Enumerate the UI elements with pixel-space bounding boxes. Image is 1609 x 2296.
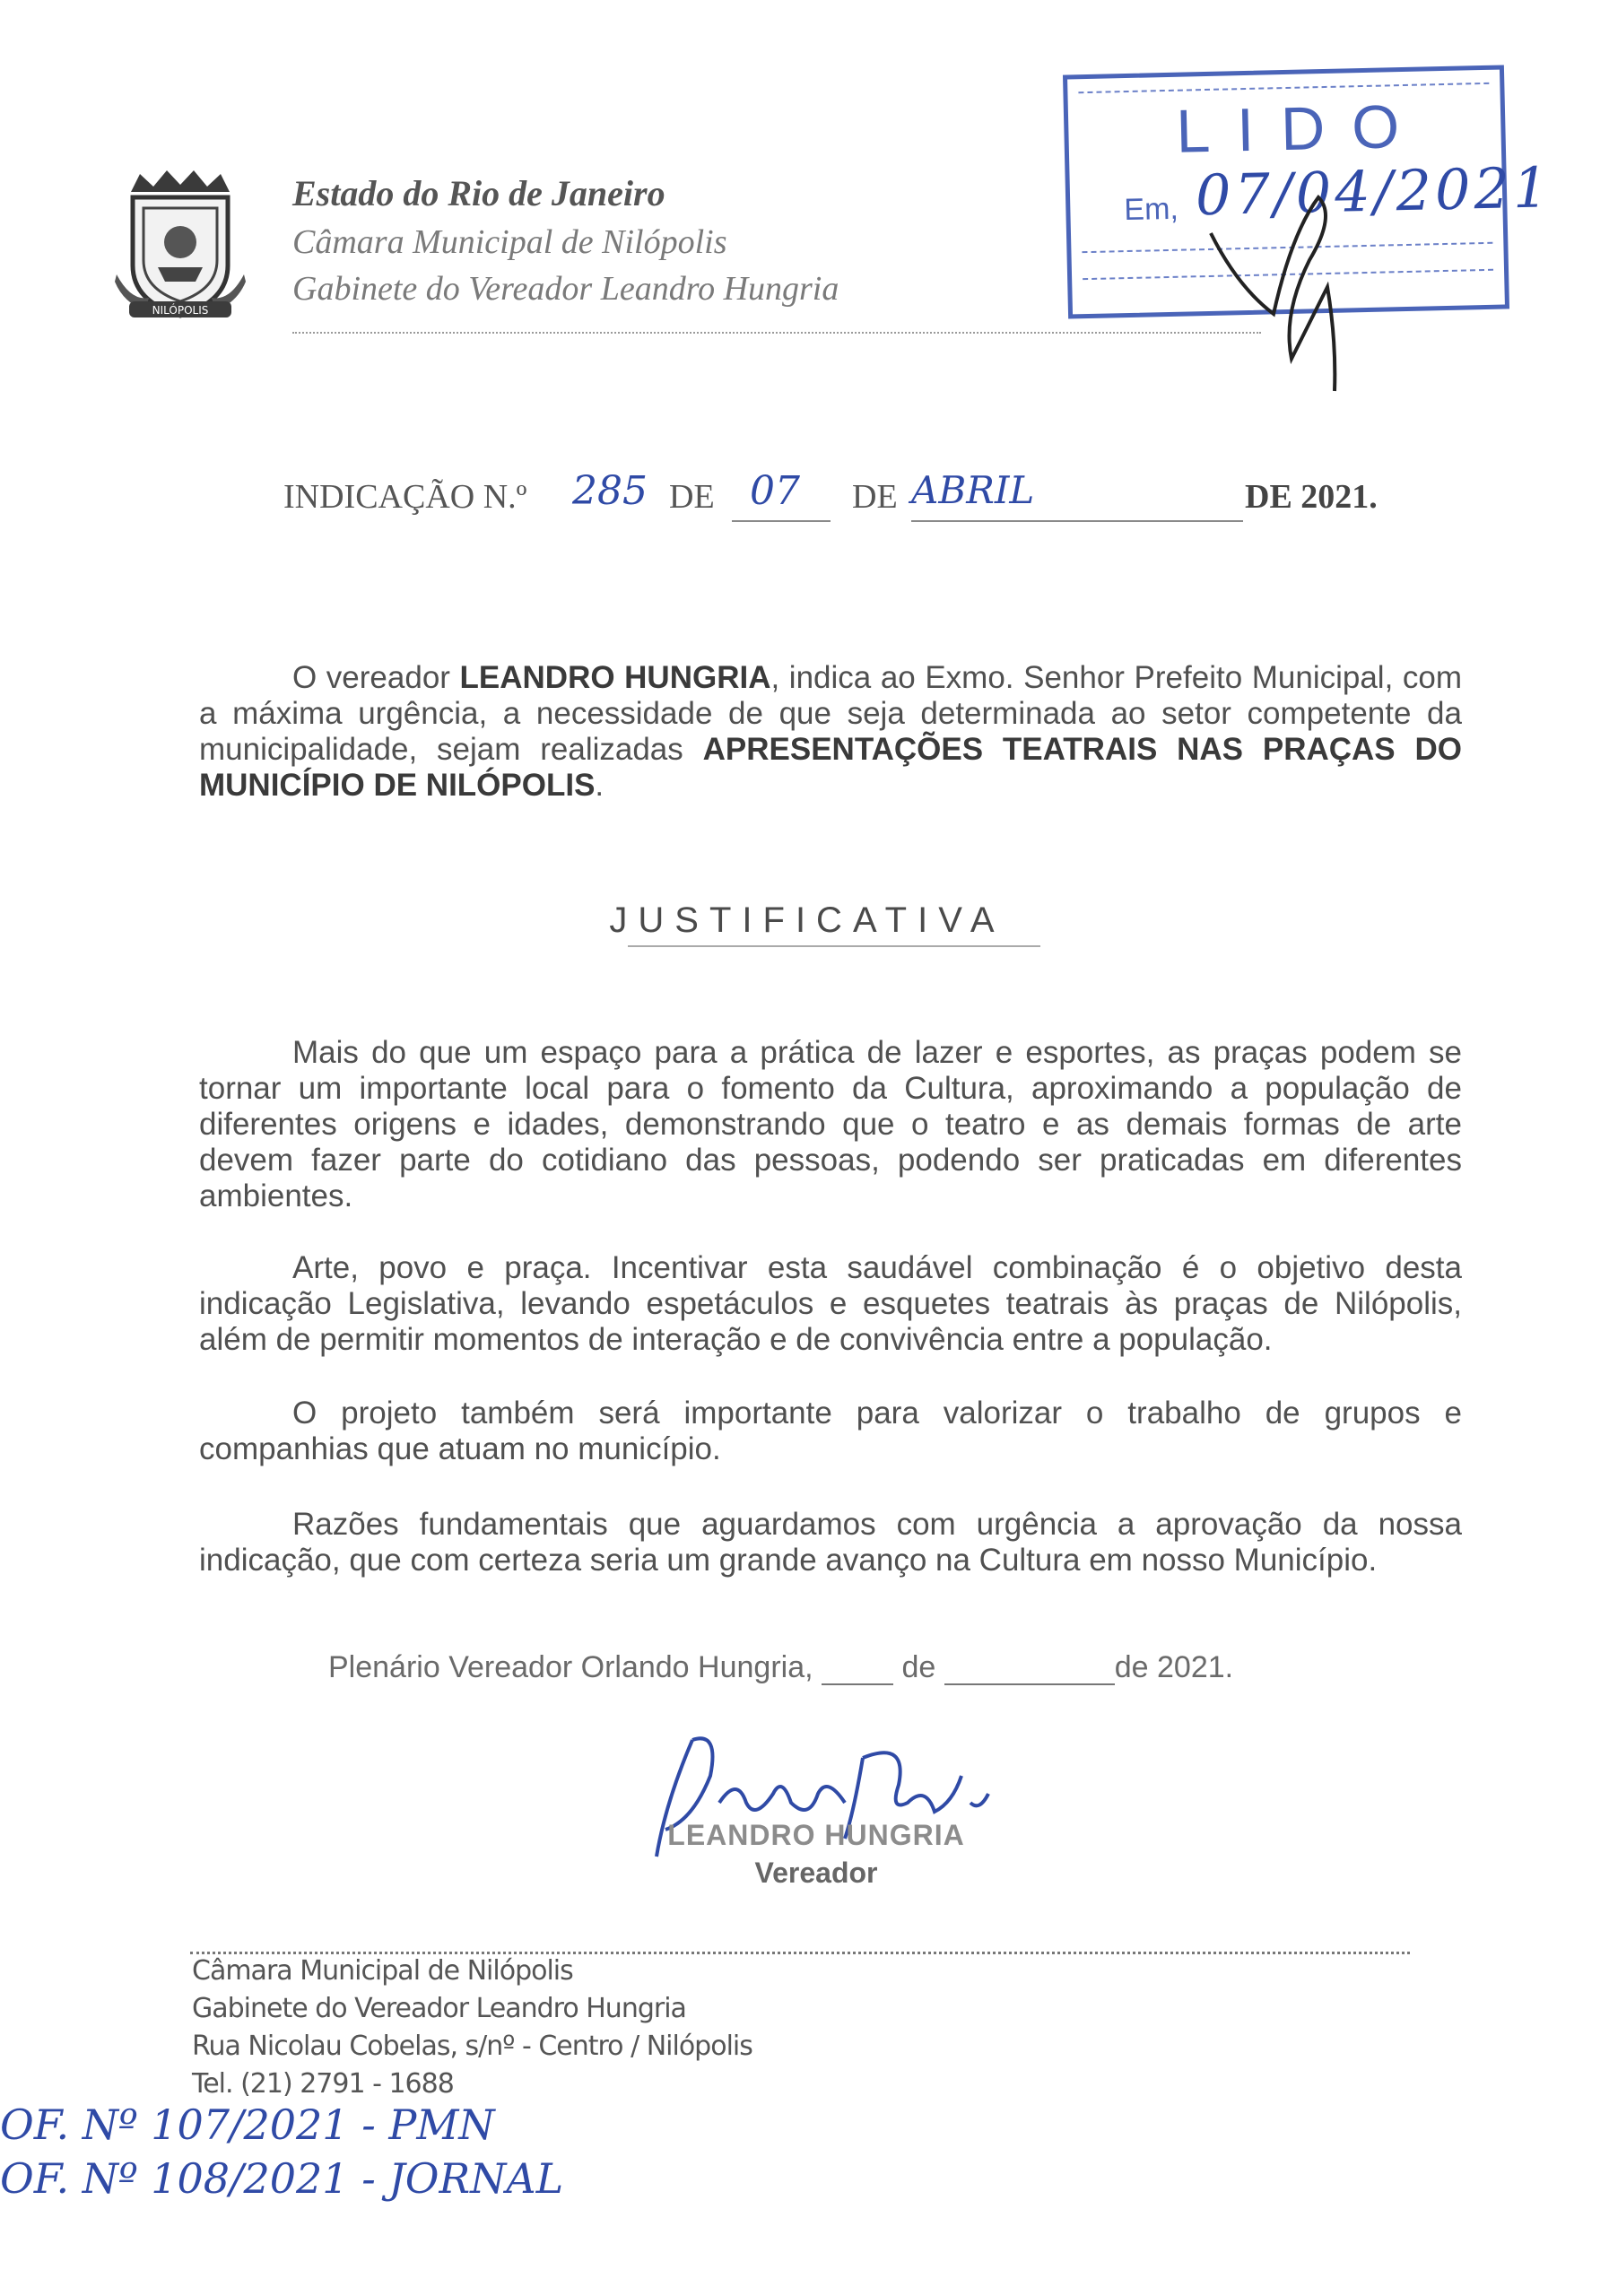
indicacao-number: 285	[572, 468, 648, 514]
footer-office: Gabinete do Vereador Leandro Hungria	[192, 1993, 686, 2024]
day-blank	[822, 1657, 893, 1685]
letterhead-office: Gabinete do Vereador Leandro Hungria	[292, 270, 839, 308]
intro-paragraph	[199, 660, 1462, 804]
justification-paragraph-3	[199, 1396, 1462, 1467]
intro-end: .	[595, 768, 604, 803]
indicacao-month: ABRIL	[911, 468, 1035, 512]
justification-title: JUSTIFICATIVA	[609, 900, 1005, 940]
signatory-role: Vereador	[754, 1857, 878, 1889]
indicacao-de-1: DE	[669, 478, 715, 516]
justification-paragraph-1	[199, 1035, 1462, 1214]
footer-chamber: Câmara Municipal de Nilópolis	[192, 1955, 573, 1987]
letterhead-state: Estado do Rio de Janeiro	[292, 173, 665, 213]
month-blank	[944, 1657, 1115, 1685]
stamp-initials-signature	[1202, 179, 1354, 395]
p3-text: O projeto também será importante para valorizar o trabalho de grupos e companhias que atuam no município.	[199, 1396, 1462, 1466]
intro-text-2: , indica ao Exmo. Senhor Prefeito Municipal, com a máxima urgência, a necessidade de que seja determinada ao setor competente da municipalidade, sejam realizadas	[199, 660, 1463, 767]
handwritten-note-2: OF. Nº 108/2021 - JORNAL	[0, 2154, 564, 2203]
letterhead-chamber: Câmara Municipal de Nilópolis	[292, 223, 727, 261]
indicacao-header	[283, 468, 1396, 531]
stamp-title: LIDO	[1175, 91, 1427, 166]
crest-banner-text: NILÓPOLIS	[152, 304, 209, 317]
municipal-crest-logo	[113, 167, 248, 321]
footer-address: Rua Nicolau Cobelas, s/nº - Centro / Nilópolis	[192, 2031, 752, 2062]
intro-text-1: O vereador	[292, 660, 450, 695]
closing-year: de 2021.	[1114, 1650, 1234, 1684]
indicacao-day: 07	[750, 468, 800, 514]
closing-de: de	[901, 1650, 936, 1684]
footer-divider	[190, 1952, 1410, 1954]
intro-subject: APRESENTAÇÕES TEATRAIS NAS PRAÇAS DO MUNICÍPIO DE NILÓPOLIS	[199, 732, 1462, 803]
closing-place: Plenário Vereador Orlando Hungria,	[328, 1650, 813, 1684]
justification-underline	[628, 945, 1040, 947]
intro-vereador-name: LEANDRO HUNGRIA	[459, 660, 771, 695]
stamp-date: 07/04/2021	[1195, 154, 1553, 229]
indicacao-year: DE 2021.	[1245, 478, 1378, 516]
indicacao-de-2: DE	[852, 478, 898, 516]
letterhead-divider	[292, 332, 1261, 334]
signatory-name: LEANDRO HUNGRIA	[667, 1819, 965, 1851]
justification-paragraph-2	[199, 1250, 1462, 1358]
p2-text: Arte, povo e praça. Incentivar esta saudável combinação é o objetivo desta indicação Legislativa, levando espetáculos e esquetes teatrais às praças de Nilópolis, além de permitir momentos de interação e de convivência entre a população.	[199, 1250, 1462, 1357]
p4-text: Razões fundamentais que aguardamos com urgência a aprovação da nossa indicação, que com certeza seria um grande avanço na Cultura em nosso Município.	[199, 1507, 1462, 1578]
indicacao-prefix: INDICAÇÃO N.º	[283, 478, 527, 516]
place-date-line	[328, 1650, 1233, 1685]
handwritten-note-1: OF. Nº 107/2021 - PMN	[0, 2100, 495, 2149]
footer-phone: Tel. (21) 2791 - 1688	[192, 2068, 454, 2100]
justification-paragraph-4	[199, 1507, 1462, 1578]
p1-text: Mais do que um espaço para a prática de lazer e esportes, as praças podem se tornar um importante local para o fomento da Cultura, aproximando a população de diferentes origens e idades, demonstrando que o teatro e as demais formas de arte devem fazer parte do cotidiano das pessoas, podendo ser praticadas em diferentes ambientes.	[199, 1035, 1462, 1213]
stamp-em-label: Em,	[1123, 191, 1179, 228]
